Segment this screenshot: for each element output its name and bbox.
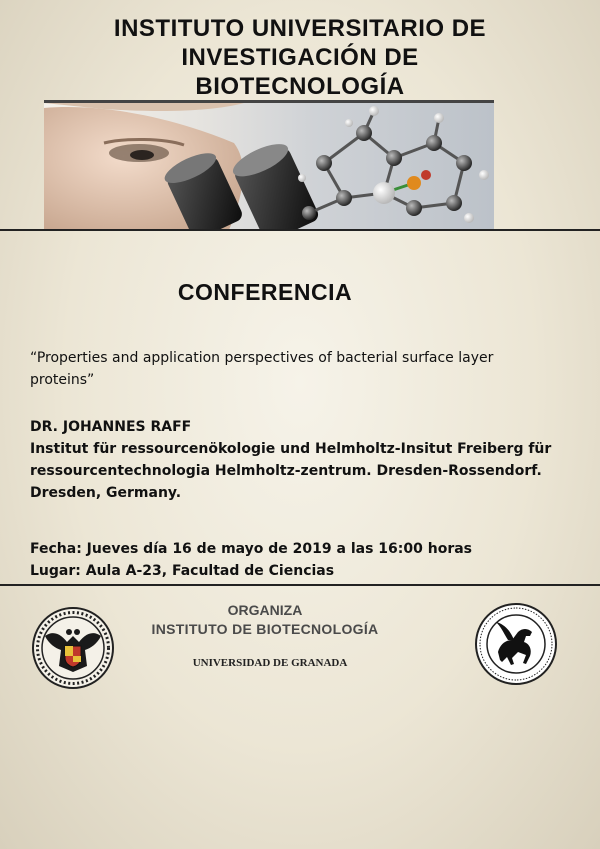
speaker-block bbox=[30, 416, 570, 504]
top-divider bbox=[0, 229, 600, 231]
affiliation-line-1: Institut für ressourcenökologie und Helmholtz-Insitut Freiberg für bbox=[30, 441, 552, 457]
talk-title: “Properties and application perspectives of bacterial surface layer proteins” bbox=[30, 350, 494, 388]
event-heading: CONFERENCIA bbox=[177, 279, 353, 305]
header-banner-image bbox=[44, 100, 494, 230]
organizer-name: INSTITUTO DE BIOTECNOLOGÍA bbox=[151, 621, 379, 637]
affiliation-line-3: Dresden, Germany. bbox=[30, 485, 182, 501]
title-line-1: INSTITUTO UNIVERSITARIO DE bbox=[113, 15, 487, 42]
biotechnology-institute-seal-icon bbox=[474, 602, 558, 686]
title-line-2: INVESTIGACIÓN DE bbox=[181, 44, 419, 71]
organiza-label: ORGANIZA bbox=[227, 602, 303, 618]
university-granada-seal-icon bbox=[31, 606, 115, 690]
microscope-molecule-illustration bbox=[44, 103, 494, 230]
event-date: Fecha: Jueves día 16 de mayo de 2019 a las 16:00 horas bbox=[30, 541, 472, 557]
bottom-divider bbox=[0, 584, 600, 586]
university-name: UNIVERSIDAD DE GRANADA bbox=[192, 657, 348, 669]
event-place: Lugar: Aula A-23, Facultad de Ciencias bbox=[30, 563, 335, 579]
page-title bbox=[0, 14, 600, 101]
event-details bbox=[30, 538, 570, 582]
affiliation-line-2: ressourcentechnologia Helmholtz-zentrum. Dresden-Rossendorf. bbox=[30, 463, 542, 479]
title-line-3: BIOTECNOLOGÍA bbox=[195, 73, 405, 100]
speaker-name: DR. JOHANNES RAFF bbox=[30, 419, 192, 435]
